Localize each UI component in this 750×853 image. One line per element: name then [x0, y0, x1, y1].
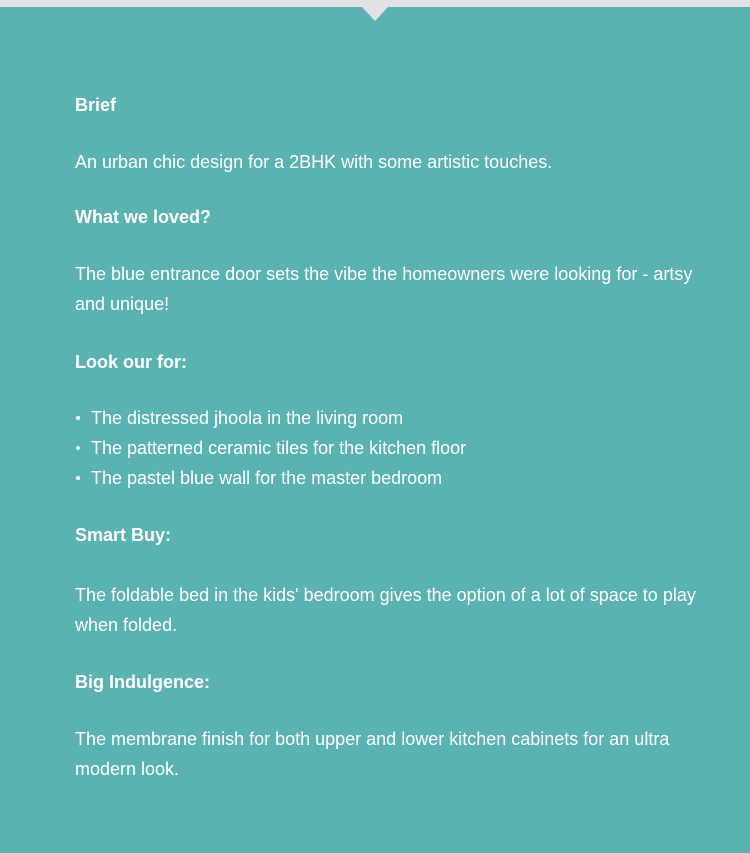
list-item	[75, 433, 700, 463]
bullet-icon	[76, 446, 80, 450]
bullet-icon	[76, 416, 80, 420]
list-item-text: The patterned ceramic tiles for the kitchen floor	[91, 438, 467, 458]
brief-heading: Brief	[75, 95, 117, 115]
top-divider	[0, 0, 750, 7]
list-item-text: The pastel blue wall for the master bedroom	[91, 468, 443, 488]
big-indulgence-text: The membrane finish for both upper and lower kitchen cabinets for an ultra modern look.	[75, 729, 670, 779]
list-item-text: The distressed jhoola in the living room	[91, 408, 404, 428]
smart-buy-text: The foldable bed in the kids' bedroom gives the option of a lot of space to play when folded.	[75, 585, 696, 635]
look-out-for-heading: Look our for:	[75, 352, 187, 372]
bullet-icon	[76, 476, 80, 480]
big-indulgence-heading: Big Indulgence:	[75, 672, 210, 692]
brief-text: An urban chic design for a 2BHK with some artistic touches.	[75, 152, 553, 172]
list-item	[75, 463, 700, 493]
list-item	[75, 403, 700, 433]
what-we-loved-heading: What we loved?	[75, 207, 212, 227]
look-out-for-list	[75, 403, 700, 493]
smart-buy-heading: Smart Buy:	[75, 525, 172, 545]
what-we-loved-text: The blue entrance door sets the vibe the homeowners were looking for - artsy and unique!	[75, 264, 693, 314]
pointer-notch	[362, 7, 388, 21]
